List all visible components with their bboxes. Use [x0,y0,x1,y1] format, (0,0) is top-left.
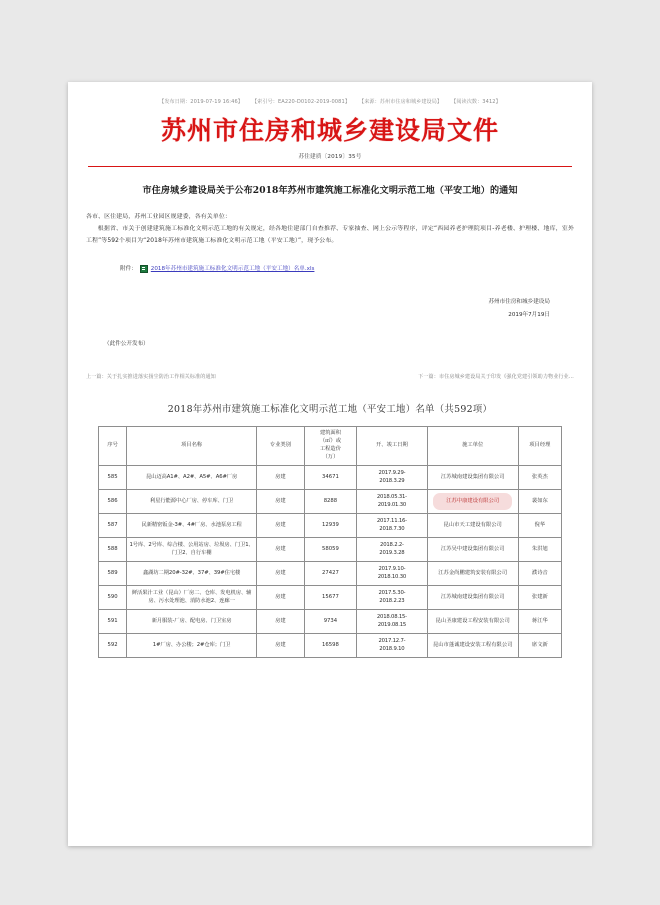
table-row [99,562,562,586]
document-content [68,82,592,658]
cell-project-name: 昆山迈高A1#、A2#、A5#、A6#厂房 [127,466,257,490]
cell-dates [357,586,428,610]
cell-project-name: 1号库、2号库、综合楼、公用站房、垃圾房、门卫1、门卫2、自行车棚 [127,538,257,562]
cell-category: 房建 [256,562,304,586]
cell-area: 58059 [304,538,356,562]
column-header-date: 开、竣工日期 [357,427,428,466]
cell-area: 15677 [304,586,356,610]
column-header-name: 项目名称 [127,427,257,466]
table-row [99,610,562,634]
cell-category: 房建 [256,586,304,610]
end-date: 2019.3.28 [379,549,405,556]
column-header-unit: 施工单位 [427,427,518,466]
table-body [99,466,562,658]
cell-area: 27427 [304,562,356,586]
end-date: 2018.10.30 [377,573,407,580]
meta-index-number: 【索引号：EA220-D0102-2019-0081】 [252,99,351,105]
table-row [99,538,562,562]
end-date: 2019.08.15 [377,621,407,628]
attachment-label: 附件： [120,265,137,272]
start-date: 2017.9.29- [378,469,406,476]
cell-project-name: 鲜活果汁工业（昆山）厂房二、仓库、发电机房、辅房、污水处理池、消防水池2、连廊一 [127,586,257,610]
article-navigation [86,373,574,380]
cell-dates [357,634,428,658]
column-header-area-line2: （㎡）或 [319,438,342,445]
cell-no: 586 [99,490,127,514]
cell-construction-unit: 昆山圣康建设工程安装有限公司 [427,610,518,634]
cell-no: 585 [99,466,127,490]
table-row [99,490,562,514]
signature-block [86,296,574,322]
cell-construction-unit: 昆山市蓬诚建设安装工程有限公司 [427,634,518,658]
cell-category: 房建 [256,538,304,562]
cell-category: 房建 [256,634,304,658]
cell-project-name: 新月服装-厂房、配电房、门卫室房 [127,610,257,634]
masthead-title: 苏州市住房和城乡建设局文件 [160,116,499,145]
cell-dates [357,562,428,586]
next-article-link[interactable]: 下一篇：市住房城乡建设局关于印发《强化党建引领助力物业行业… [418,374,574,381]
document-meta-bar [86,90,574,109]
prev-article-link[interactable]: 上一篇：关于扎实推进落实扬尘防治工作相关标准的通知 [86,374,216,381]
start-date: 2018.05.31- [376,493,407,500]
end-date: 2018.7.30 [379,525,405,532]
document-number: 苏住建质〔2019〕35号 [298,154,362,160]
start-date: 2017.12.7- [378,637,406,644]
cell-dates [357,538,428,562]
page-title: 市住房城乡建设局关于公布2018年苏州市建筑施工标准化文明示范工地（平安工地）的通知 [142,185,518,197]
cell-project-manager: 张建新 [518,586,561,610]
end-date: 2018.9.10 [379,645,405,652]
table-row [99,634,562,658]
cell-construction-unit: 江苏金尚鹏建筑安装有限公司 [427,562,518,586]
cell-construction-unit: 昆山市天工建设有限公司 [427,514,518,538]
cell-project-name: 利星行能源中心厂房、停车库、门卫 [127,490,257,514]
document-body [86,212,574,247]
column-header-area-line1: 建筑面积 [319,430,342,437]
cell-category: 房建 [256,466,304,490]
cell-project-manager: 张英杰 [518,466,561,490]
cell-project-manager: 倪华 [518,514,561,538]
cell-construction-unit: 江苏吴中建设集团有限公司 [427,538,518,562]
start-date: 2018.08.15- [376,613,407,620]
column-header-no: 序号 [99,427,127,466]
cell-construction-unit [427,490,518,514]
table-row [99,586,562,610]
column-header-area [304,427,356,466]
meta-source: 【来源：苏州市住房和城乡建设局】 [359,99,443,105]
cell-area: 8288 [304,490,356,514]
cell-no: 591 [99,610,127,634]
cell-dates [357,514,428,538]
table-header-row [99,427,562,466]
meta-publish-date: 【发布日期：2019-07-19 16:46】 [159,99,243,105]
cell-no: 587 [99,514,127,538]
end-date: 2019.01.30 [377,501,407,508]
cell-project-manager: 朱洪旭 [518,538,561,562]
project-listing-table [98,426,562,658]
highlighted-unit-name: 江苏中康建设有限公司 [446,497,500,504]
attachment-table-block [86,401,574,658]
cell-no: 592 [99,634,127,658]
cell-project-manager: 席文新 [518,634,561,658]
cell-no: 589 [99,562,127,586]
attachment-link[interactable]: 2018年苏州市建筑施工标准化文明示范工地（平安工地）名单.xls [150,265,315,272]
cell-area: 34671 [304,466,356,490]
cell-dates [357,490,428,514]
start-date: 2018.2.2- [380,541,404,548]
cell-no: 590 [99,586,127,610]
cell-dates [357,610,428,634]
column-header-category: 专业类别 [256,427,304,466]
cell-project-name: 鑫湖坊二期20#-32#、37#、39#住宅楼 [127,562,257,586]
attachment-row [86,264,574,275]
cell-project-name: 民新精密钣金-3#、4#厂房、水池泵房工程 [127,514,257,538]
end-date: 2018.2.23 [379,597,405,604]
cell-project-manager: 蒋江华 [518,610,561,634]
column-header-area-line3: 工程造价 [319,446,342,453]
cell-project-name: 1#厂房、办公楼；2#仓库；门卫 [127,634,257,658]
cell-category: 房建 [256,610,304,634]
cell-category: 房建 [256,514,304,538]
masthead-red-rule [88,166,572,167]
signature-date: 2019年7月19日 [508,312,550,319]
column-header-manager: 项目经理 [518,427,561,466]
signature-org: 苏州市住房和城乡建设局 [488,299,550,306]
cell-construction-unit: 江苏城南建设集团有限公司 [427,466,518,490]
end-date: 2018.3.29 [379,477,405,484]
masthead [86,117,574,145]
cell-project-manager: 裴如东 [518,490,561,514]
cell-area: 12939 [304,514,356,538]
table-header [99,427,562,466]
cell-dates [357,466,428,490]
start-date: 2017.11.16- [376,517,407,524]
cell-project-manager: 濮诗音 [518,562,561,586]
cell-area: 16598 [304,634,356,658]
cell-area: 9734 [304,610,356,634]
body-paragraph: 根据省、市关于创建建筑施工标准化文明示范工地的有关规定，经各地住建部门自查推荐、专家抽查、网上公示等程序，评定“西园养老护理院项目-养老楼、护理楼、地库，室外工程”等592个项目为“2018年苏州市建筑施工标准化文明示范工地（平安工地）”，现予公布。 [86,226,574,244]
excel-file-icon [140,265,148,274]
body-salutation: 各市、区住建局，苏州工业园区规建委，各有关单位： [86,214,231,221]
meta-read-count: 【阅读次数：3412】 [451,99,501,105]
cell-construction-unit: 江苏城南建设集团有限公司 [427,586,518,610]
cell-category: 房建 [256,490,304,514]
column-header-area-line4: （万） [322,454,339,461]
table-caption: 2018年苏州市建筑施工标准化文明示范工地（平安工地）名单（共592项） [167,404,493,416]
cell-no: 588 [99,538,127,562]
start-date: 2017.9.10- [378,565,406,572]
table-row [99,466,562,490]
public-release-note: （此件公开发布） [104,341,149,348]
table-row [99,514,562,538]
document-page [68,82,592,846]
start-date: 2017.5.30- [378,589,406,596]
